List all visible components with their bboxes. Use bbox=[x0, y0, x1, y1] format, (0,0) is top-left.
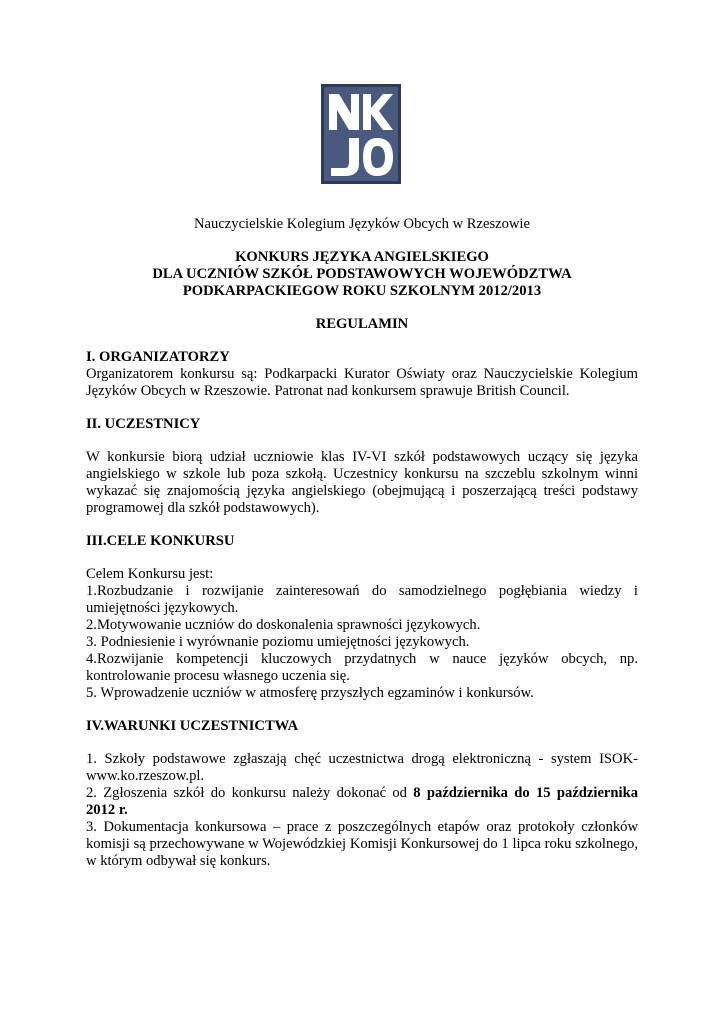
list-item: 5. Wprowadzenie uczniów w atmosferę przyszłych egzaminów i konkursów. bbox=[86, 685, 534, 701]
document-title bbox=[86, 249, 638, 300]
section-heading-uczestnicy: II. UCZESTNICY bbox=[86, 416, 201, 432]
list-item: 1.Rozbudzanie i rozwijanie zainteresowań do samodzielnego pogłębiania wiedzy i umiejętności językowych. bbox=[86, 583, 638, 616]
section-text-uczestnicy: W konkursie biorą udział uczniowie klas IV-VI szkół podstawowych uczący się języka angielskiego w szkole lub poza szkołą. Uczestnicy konkursu na szczeblu szkolnym winni wykazać się znajomością języka angielskiego (obejmującą i poszerzającą treści podstawy programowej dla szkół podstawowych). bbox=[86, 449, 638, 516]
section-heading-warunki: IV.WARUNKI UCZESTNICTWA bbox=[86, 718, 299, 734]
list-item: 2.Motywowanie uczniów do doskonalenia sprawności językowych. bbox=[86, 617, 481, 633]
logo-graphic bbox=[321, 84, 401, 184]
warunki-item-1: 1. Szkoły podstawowe zgłaszają chęć uczestnictwa drogą elektroniczną - system ISOK-www.ko.rzeszow.pl. bbox=[86, 751, 638, 784]
warunki-item-2-text: 2. Zgłoszenia szkół do konkursu należy dokonać od bbox=[86, 785, 414, 801]
nkjo-logo bbox=[321, 84, 401, 184]
list-item: 3. Podniesienie i wyrównanie poziomu umiejętności językowych. bbox=[86, 634, 470, 650]
title-line: DLA UCZNIÓW SZKÓŁ PODSTAWOWYCH WOJEWÓDZTWA bbox=[152, 266, 572, 282]
title-line: PODKARPACKIEGOW ROKU SZKOLNYM 2012/2013 bbox=[182, 283, 542, 299]
warunki-item-3: 3. Dokumentacja konkursowa – prace z poszczególnych etapów oraz protokoły członków komisji są przechowywane w Wojewódzkiej Komisji Konkursowej do 1 lipca roku szkolnego, w którym odbywał się konkurs. bbox=[86, 819, 638, 869]
cele-intro: Celem Konkursu jest: bbox=[86, 566, 214, 582]
section-heading-cele: III.CELE KONKURSU bbox=[86, 533, 235, 549]
institution-name: Nauczycielskie Kolegium Języków Obcych w Rzeszowie bbox=[194, 216, 530, 232]
section-heading-organizatorzy: I. ORGANIZATORZY bbox=[86, 349, 230, 365]
warunki-item-2 bbox=[86, 785, 638, 819]
document-body bbox=[86, 216, 638, 870]
regulamin-heading: REGULAMIN bbox=[315, 316, 409, 332]
warunki-item-2-dates: 8 października do 15 października 2012 r. bbox=[86, 785, 638, 818]
list-item: 4.Rozwijanie kompetencji kluczowych przydatnych w nauce języków obcych, np. kontrolowanie procesu własnego uczenia się. bbox=[86, 651, 638, 684]
section-text-organizatorzy: Organizatorem konkursu są: Podkarpacki Kurator Oświaty oraz Nauczycielskie Kolegium Języków Obcych w Rzeszowie. Patronat nad konkursem sprawuje British Council. bbox=[86, 366, 638, 399]
title-line: KONKURS JĘZYKA ANGIELSKIEGO bbox=[235, 249, 489, 265]
